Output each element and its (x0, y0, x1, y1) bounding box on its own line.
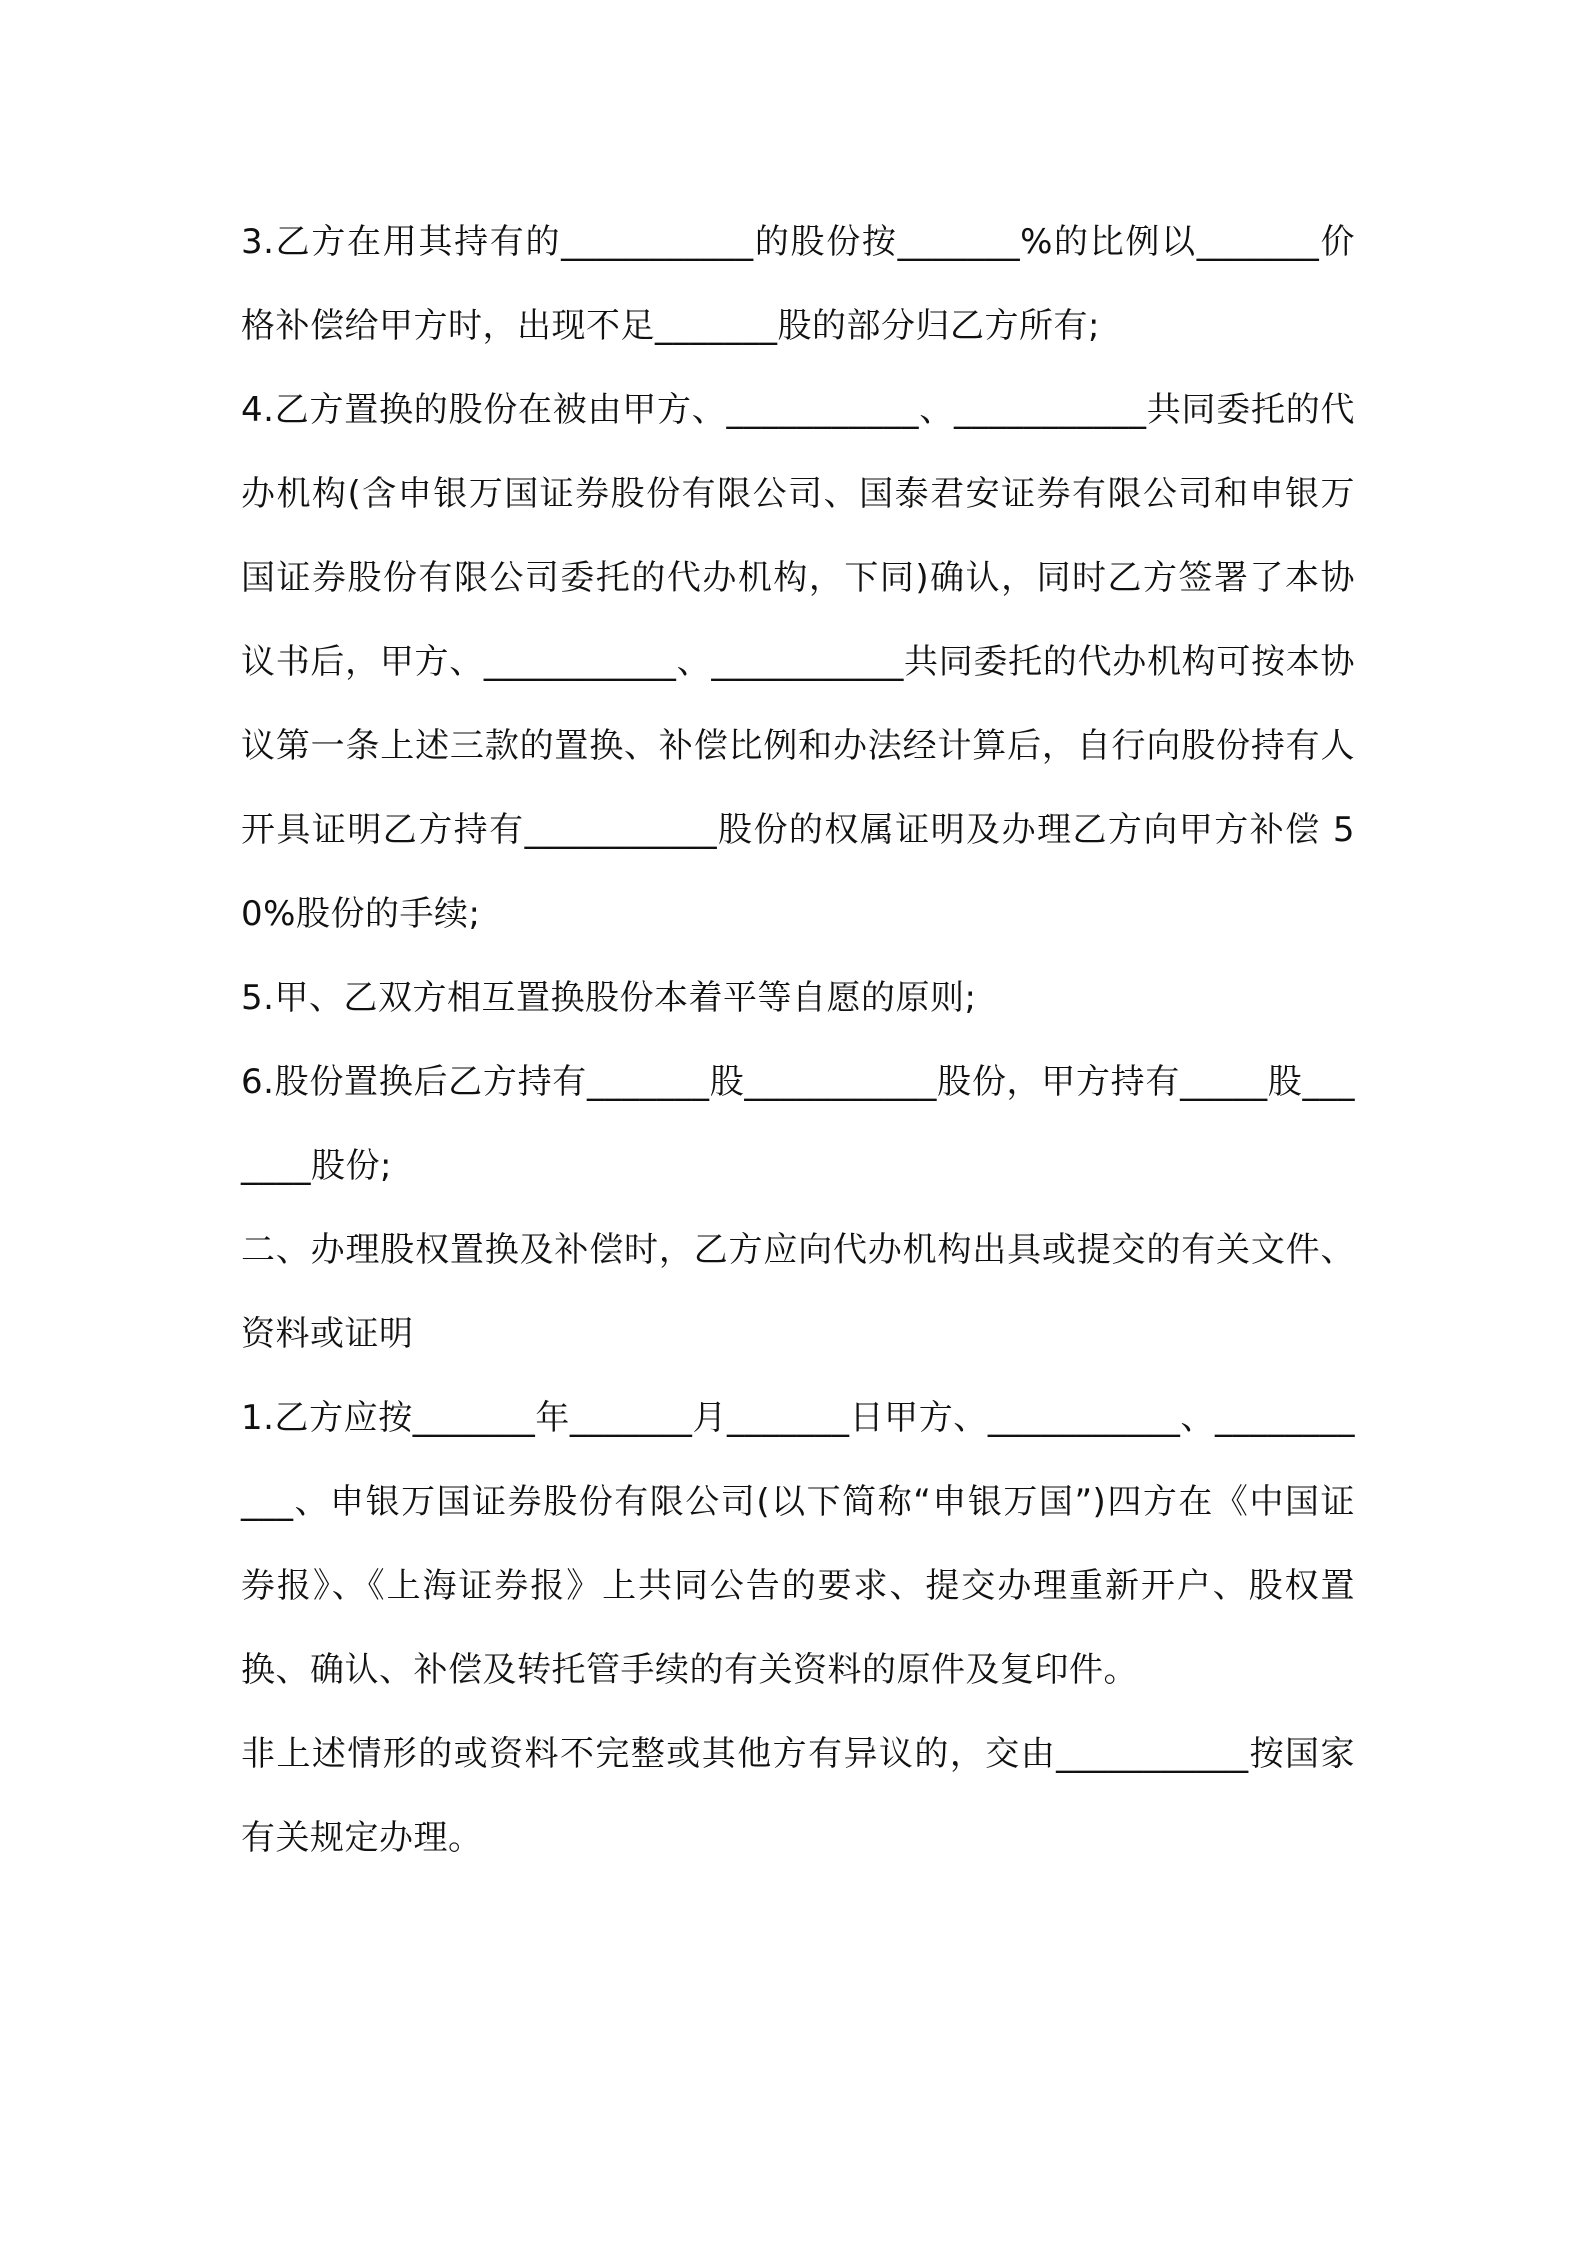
clause-6-paragraph: 6.股份置换后乙方持有_______股___________股份，甲方持有_____股_______股份; (241, 1062, 1355, 1186)
section-2-heading: 二、办理股权置换及补偿时，乙方应向代办机构出具或提交的有关文件、资料或证明 (241, 1230, 1355, 1354)
clause-5-paragraph: 5.甲、乙双方相互置换股份本着平等自愿的原则; (241, 978, 977, 1018)
document-body (241, 200, 1355, 1880)
exception-paragraph: 非上述情形的或资料不完整或其他方有异议的，交由___________按国家有关规定办理。 (241, 1734, 1355, 1858)
section-2-clause-1-paragraph: 1.乙方应按_______年_______月_______日甲方、___________、___________、申银万国证券股份有限公司(以下简称“申银万国”)四方在《中国证券报》、《上海证券报》上共同公告的要求、提交办理重新开户、股权置换、确认、补偿及转托管手续的有关资料的原件及复印件。 (241, 1398, 1355, 1690)
clause-4-paragraph: 4.乙方置换的股份在被由甲方、___________、___________共同委托的代办机构(含申银万国证券股份有限公司、国泰君安证券有限公司和申银万国证券股份有限公司委托的代办机构，下同)确认，同时乙方签署了本协议书后，甲方、___________、___________共同委托的代办机构可按本协议第一条上述三款的置换、补偿比例和办法经计算后，自行向股份持有人开具证明乙方持有___________股份的权属证明及办理乙方向甲方补偿 50%股份的手续; (241, 390, 1355, 934)
clause-3-paragraph: 3.乙方在用其持有的___________的股份按_______%的比例以_______价格补偿给甲方时，出现不足_______股的部分归乙方所有; (241, 222, 1355, 346)
